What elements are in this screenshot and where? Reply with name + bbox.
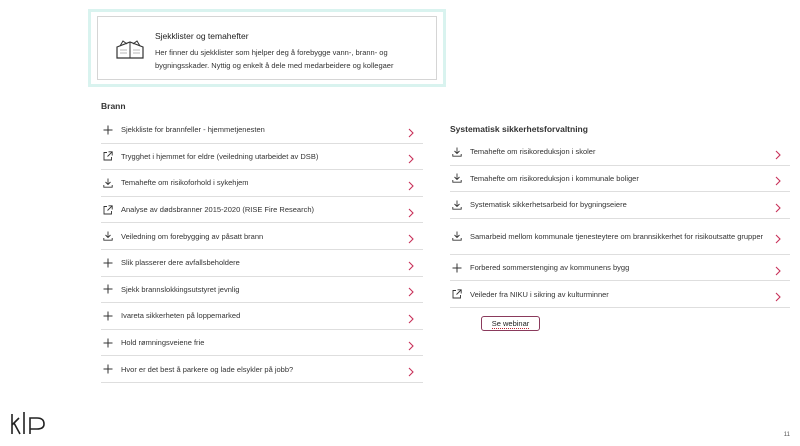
- brann-item-label: Hvor er det best å parkere og lade elsykler på jobb?: [121, 364, 294, 374]
- chevron-right-icon: [774, 147, 782, 157]
- info-box-text: Her finner du sjekklister som hjelper deg å forebygge vann-, brann- og bygningsskader. Nyttig og enkelt å dele med medarbeidere og kollegaer: [155, 48, 394, 70]
- sikkerhet-item-label: Temahefte om risikoreduksjon i kommunale boliger: [470, 173, 639, 183]
- sikkerhetsforvaltning-list: [450, 139, 790, 308]
- chevron-right-icon: [407, 125, 415, 135]
- chevron-right-icon: [774, 231, 782, 241]
- brann-item-7[interactable]: [101, 303, 423, 330]
- sikkerhet-item-label: Forbered sommerstenging av kommunens bygg: [470, 263, 630, 273]
- info-box-inner: [97, 16, 437, 80]
- brann-item-5[interactable]: [101, 250, 423, 277]
- download-icon: [451, 230, 463, 242]
- external-link-icon: [102, 150, 114, 162]
- download-icon: [451, 172, 463, 184]
- plus-icon: [102, 310, 114, 322]
- sikkerhet-item-2[interactable]: [450, 192, 790, 219]
- chevron-right-icon: [774, 289, 782, 299]
- brann-item-6[interactable]: [101, 277, 423, 304]
- chevron-right-icon: [774, 173, 782, 183]
- download-icon: [451, 146, 463, 158]
- sikkerhet-item-5[interactable]: [450, 281, 790, 308]
- chevron-right-icon: [407, 231, 415, 241]
- download-icon: [102, 230, 114, 242]
- plus-icon: [102, 337, 114, 349]
- brann-item-label: Sjekk brannslokkingsutstyret jevnlig: [121, 284, 240, 294]
- sikkerhet-item-3[interactable]: [450, 219, 790, 255]
- chevron-right-icon: [774, 200, 782, 210]
- brann-item-label: Sjekkliste for brannfeller - hjemmetjenesten: [121, 125, 265, 135]
- sikkerhet-item-4[interactable]: [450, 255, 790, 282]
- sikkerhet-item-0[interactable]: [450, 139, 790, 166]
- brann-item-2[interactable]: [101, 170, 423, 197]
- chevron-right-icon: [407, 205, 415, 215]
- klp-logo: [9, 410, 49, 436]
- plus-icon: [102, 124, 114, 136]
- download-icon: [102, 177, 114, 189]
- brann-item-label: Slik plasserer dere avfallsbeholdere: [121, 258, 240, 268]
- brann-item-0[interactable]: [101, 117, 423, 144]
- download-icon: [451, 199, 463, 211]
- chevron-right-icon: [407, 364, 415, 374]
- page-number: 11: [783, 432, 790, 438]
- chevron-right-icon: [407, 284, 415, 294]
- brann-item-8[interactable]: [101, 330, 423, 357]
- section-title-sikkerhetsforvaltning: Systematisk sikkerhetsforvaltning: [450, 124, 588, 134]
- brann-list: [101, 117, 423, 383]
- sikkerhet-item-label: Temahefte om risikoreduksjon i skoler: [470, 147, 596, 157]
- chevron-right-icon: [407, 151, 415, 161]
- chevron-right-icon: [407, 311, 415, 321]
- brann-item-label: Veiledning om forebygging av påsatt brann: [121, 231, 264, 241]
- brann-item-3[interactable]: [101, 197, 423, 224]
- book-open-icon: [115, 38, 145, 60]
- brann-item-label: Analyse av dødsbranner 2015-2020 (RISE Fire Research): [121, 205, 315, 215]
- chevron-right-icon: [774, 263, 782, 273]
- brann-item-label: Temahefte om risikoforhold i sykehjem: [121, 178, 249, 188]
- brann-item-4[interactable]: [101, 223, 423, 250]
- external-link-icon: [102, 204, 114, 216]
- brann-item-label: Trygghet i hjemmet for eldre (veiledning utarbeidet av DSB): [121, 151, 319, 161]
- brann-item-9[interactable]: [101, 356, 423, 383]
- chevron-right-icon: [407, 178, 415, 188]
- plus-icon: [102, 363, 114, 375]
- chevron-right-icon: [407, 338, 415, 348]
- brann-item-label: Ivareta sikkerheten på loppemarked: [121, 311, 241, 321]
- sikkerhet-item-label: Samarbeid mellom kommunale tjenesteytere om brannsikkerhet for risikoutsatte grupper: [470, 231, 764, 241]
- plus-icon: [451, 262, 463, 274]
- info-box: [88, 9, 446, 87]
- webinar-button-label: Se webinar: [491, 318, 530, 328]
- brann-item-label: Hold rømningsveiene frie: [121, 338, 205, 348]
- sikkerhet-item-label: Veileder fra NIKU i sikring av kulturminner: [470, 289, 609, 299]
- plus-icon: [102, 257, 114, 269]
- section-title-brann: Brann: [101, 101, 126, 111]
- external-link-icon: [451, 288, 463, 300]
- info-box-title: Sjekklister og temahefter: [155, 31, 249, 41]
- webinar-button[interactable]: [481, 316, 540, 331]
- sikkerhet-item-label: Systematisk sikkerhetsarbeid for bygningseiere: [470, 200, 627, 210]
- brann-item-1[interactable]: [101, 144, 423, 171]
- plus-icon: [102, 283, 114, 295]
- sikkerhet-item-1[interactable]: [450, 166, 790, 193]
- chevron-right-icon: [407, 258, 415, 268]
